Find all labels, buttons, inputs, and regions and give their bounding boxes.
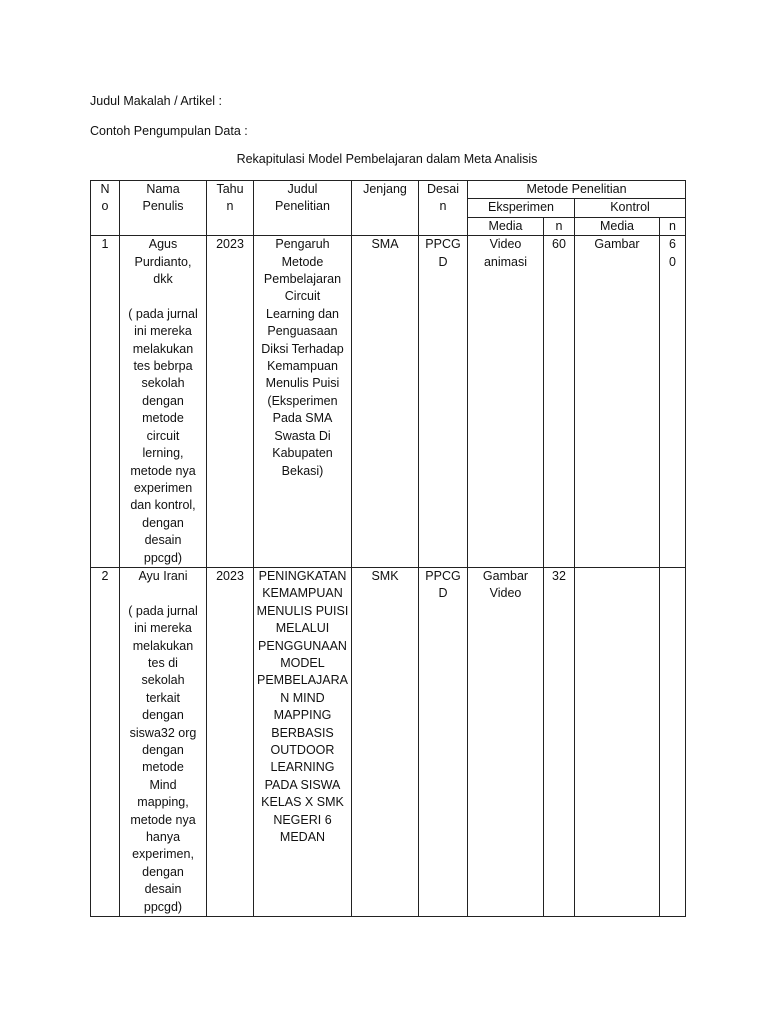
header-n-eksperimen: n [544,217,575,235]
recap-table [90,180,686,917]
header-judul-penelitian: Judul Penelitian [254,181,352,236]
header-no: N o [91,181,120,236]
cell-desain: PPCG D [419,236,468,568]
cell-tahun: 2023 [207,567,254,916]
header-tahun: Tahu n [207,181,254,236]
header-metode-penelitian: Metode Penelitian [468,181,686,199]
cell-judul: PENINGKATAN KEMAMPUAN MENULIS PUISI MELALUI PENGGUNAAN MODEL PEMBELAJARA N MIND MAPPING BERBASIS OUTDOOR LEARNING PADA SISWA KELAS X SMK NEGERI 6 MEDAN [254,567,352,916]
cell-nama-penulis: Agus Purdianto, dkk ( pada jurnal ini mereka melakukan tes bebrpa sekolah dengan metode circuit lerning, metode nya experimen dan kontrol, dengan desain ppcgd) [120,236,207,568]
document-title-label: Judul Makalah / Artikel : [90,94,223,108]
cell-nama-penulis: Ayu Irani ( pada jurnal ini mereka melakukan tes di sekolah terkait dengan siswa32 org dengan metode Mind mapping, metode nya hanya experimen, dengan desain ppcgd) [120,567,207,916]
cell-media-kontrol: Gambar [575,236,660,568]
cell-judul: Pengaruh Metode Pembelajaran Circuit Learning dan Penguasaan Diksi Terhadap Kemampuan Menulis Puisi (Eksperimen Pada SMA Swasta Di Kabupaten Bekasi) [254,236,352,568]
cell-tahun: 2023 [207,236,254,568]
cell-jenjang: SMK [352,567,419,916]
header-media-eksperimen: Media [468,217,544,235]
cell-n-kontrol [660,567,686,916]
header-nama-penulis: Nama Penulis [120,181,207,236]
table-caption: Rekapitulasi Model Pembelajaran dalam Meta Analisis [236,152,538,166]
header-desain: Desai n [419,181,468,236]
header-n-kontrol: n [660,217,686,235]
header-media-kontrol: Media [575,217,660,235]
table-row [91,567,686,916]
table-row [91,236,686,568]
data-collection-label: Contoh Pengumpulan Data : [90,124,248,138]
cell-n-eksperimen: 60 [544,236,575,568]
cell-media-kontrol [575,567,660,916]
cell-desain: PPCG D [419,567,468,916]
cell-n-eksperimen: 32 [544,567,575,916]
cell-no: 1 [91,236,120,568]
cell-media-eksperimen: Gambar Video [468,567,544,916]
cell-n-kontrol: 6 0 [660,236,686,568]
cell-no: 2 [91,567,120,916]
cell-jenjang: SMA [352,236,419,568]
header-kontrol: Kontrol [575,199,686,217]
header-jenjang: Jenjang [352,181,419,236]
header-row [91,181,686,199]
header-eksperimen: Eksperimen [468,199,575,217]
cell-media-eksperimen: Video animasi [468,236,544,568]
